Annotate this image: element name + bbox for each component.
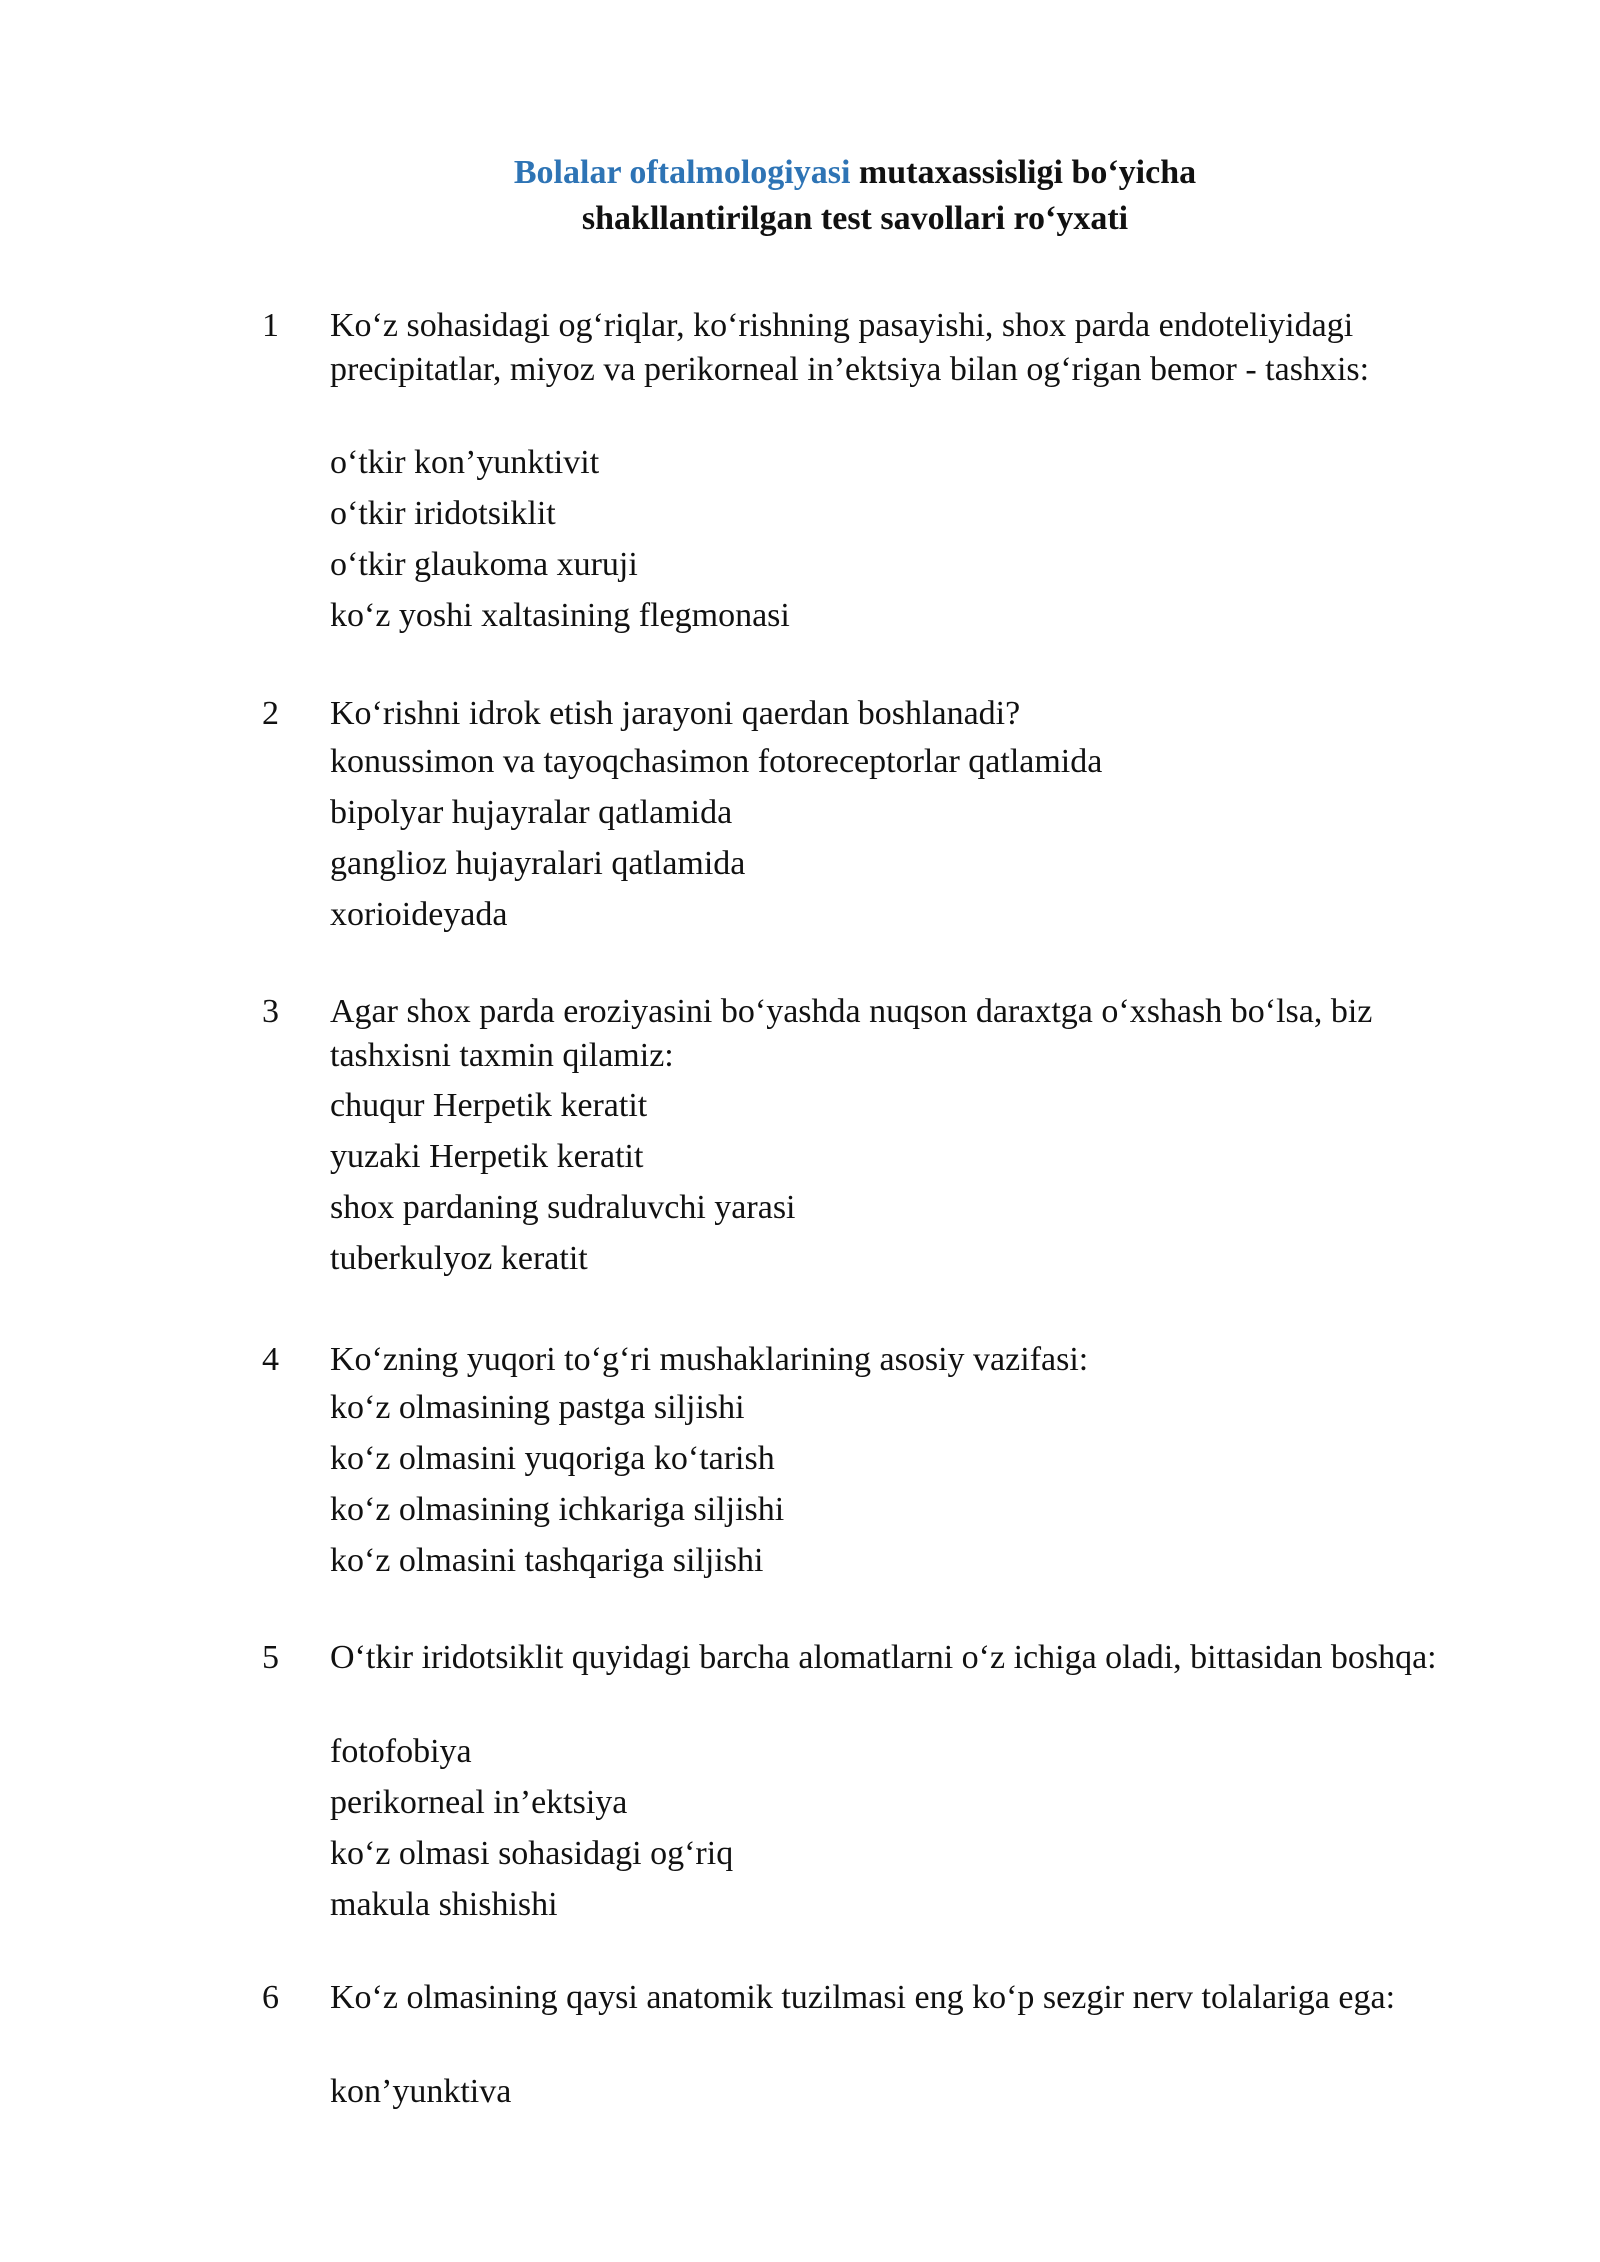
answer-option: chuqur Herpetik keratit xyxy=(330,1087,648,1124)
answer-option: ko‘z olmasini tashqariga siljishi xyxy=(330,1542,764,1579)
answer-options xyxy=(330,736,1102,940)
answer-option: ko‘z yoshi xaltasining flegmonasi xyxy=(330,597,790,634)
question-text: Ko‘z olmasining qaysi anatomik tuzilmasi eng ko‘p sezgir nerv tolalariga ega: xyxy=(330,1979,1396,2016)
question-number: 3 xyxy=(262,993,279,1030)
answer-option: xorioideyada xyxy=(330,896,508,933)
question-text: Agar shox parda eroziyasini bo‘yashda nuqson daraxtga o‘xshash bo‘lsa, biz tashxisni taxmin qilamiz: xyxy=(330,993,1373,1074)
answer-options xyxy=(330,1382,784,1586)
title-accent: Bolalar oftalmologiyasi xyxy=(513,154,851,191)
answer-option: ko‘z olmasini yuqoriga ko‘tarish xyxy=(330,1440,775,1477)
question-number: 6 xyxy=(262,1979,279,2016)
question-text: Ko‘rishni idrok etish jarayoni qaerdan boshlanadi? xyxy=(330,695,1021,732)
answer-option: o‘tkir iridotsiklit xyxy=(330,495,556,532)
document-title xyxy=(0,150,1600,242)
question-text: Ko‘zning yuqori to‘g‘ri mushaklarining asosiy vazifasi: xyxy=(330,1341,1089,1378)
answer-option: perikorneal in’ektsiya xyxy=(330,1784,628,1821)
answer-option: ko‘z olmasining pastga siljishi xyxy=(330,1389,745,1426)
answer-option: ko‘z olmasining ichkariga siljishi xyxy=(330,1491,785,1528)
answer-option: o‘tkir kon’yunktivit xyxy=(330,444,600,481)
title-line-2: shakllantirilgan test savollari ro‘yxati xyxy=(581,200,1129,237)
answer-option: o‘tkir glaukoma xuruji xyxy=(330,546,638,583)
question-number: 1 xyxy=(262,307,279,344)
answer-options xyxy=(330,2066,511,2117)
question-number: 2 xyxy=(262,695,279,732)
title-line-1 xyxy=(0,150,1600,196)
title-rest: mutaxassisligi bo‘yicha xyxy=(850,154,1197,191)
answer-option: ganglioz hujayralari qatlamida xyxy=(330,845,746,882)
question-text: Ko‘z sohasidagi og‘riqlar, ko‘rishning pasayishi, shox parda endoteliyidagi precipitatlar, miyoz va perikorneal in’ektsiya bilan og‘rigan bemor - tashxis: xyxy=(330,307,1370,388)
question-number: 4 xyxy=(262,1341,279,1378)
answer-option: makula shishishi xyxy=(330,1886,558,1923)
answer-option: konussimon va tayoqchasimon fotoreceptorlar qatlamida xyxy=(330,743,1103,780)
answer-options xyxy=(330,1726,733,1930)
answer-option: shox pardaning sudraluvchi yarasi xyxy=(330,1189,796,1226)
answer-option: yuzaki Herpetik keratit xyxy=(330,1138,644,1175)
question-text: O‘tkir iridotsiklit quyidagi barcha alomatlarni o‘z ichiga oladi, bittasidan boshqa: xyxy=(330,1639,1437,1676)
question-number: 5 xyxy=(262,1639,279,1676)
answer-option: ko‘z olmasi sohasidagi og‘riq xyxy=(330,1835,734,1872)
answer-options xyxy=(330,437,790,641)
answer-option: bipolyar hujayralar qatlamida xyxy=(330,794,733,831)
answer-option: kon’yunktiva xyxy=(330,2073,512,2110)
answer-option: fotofobiya xyxy=(330,1733,472,1770)
answer-option: tuberkulyoz keratit xyxy=(330,1240,588,1277)
answer-options xyxy=(330,1080,796,1284)
